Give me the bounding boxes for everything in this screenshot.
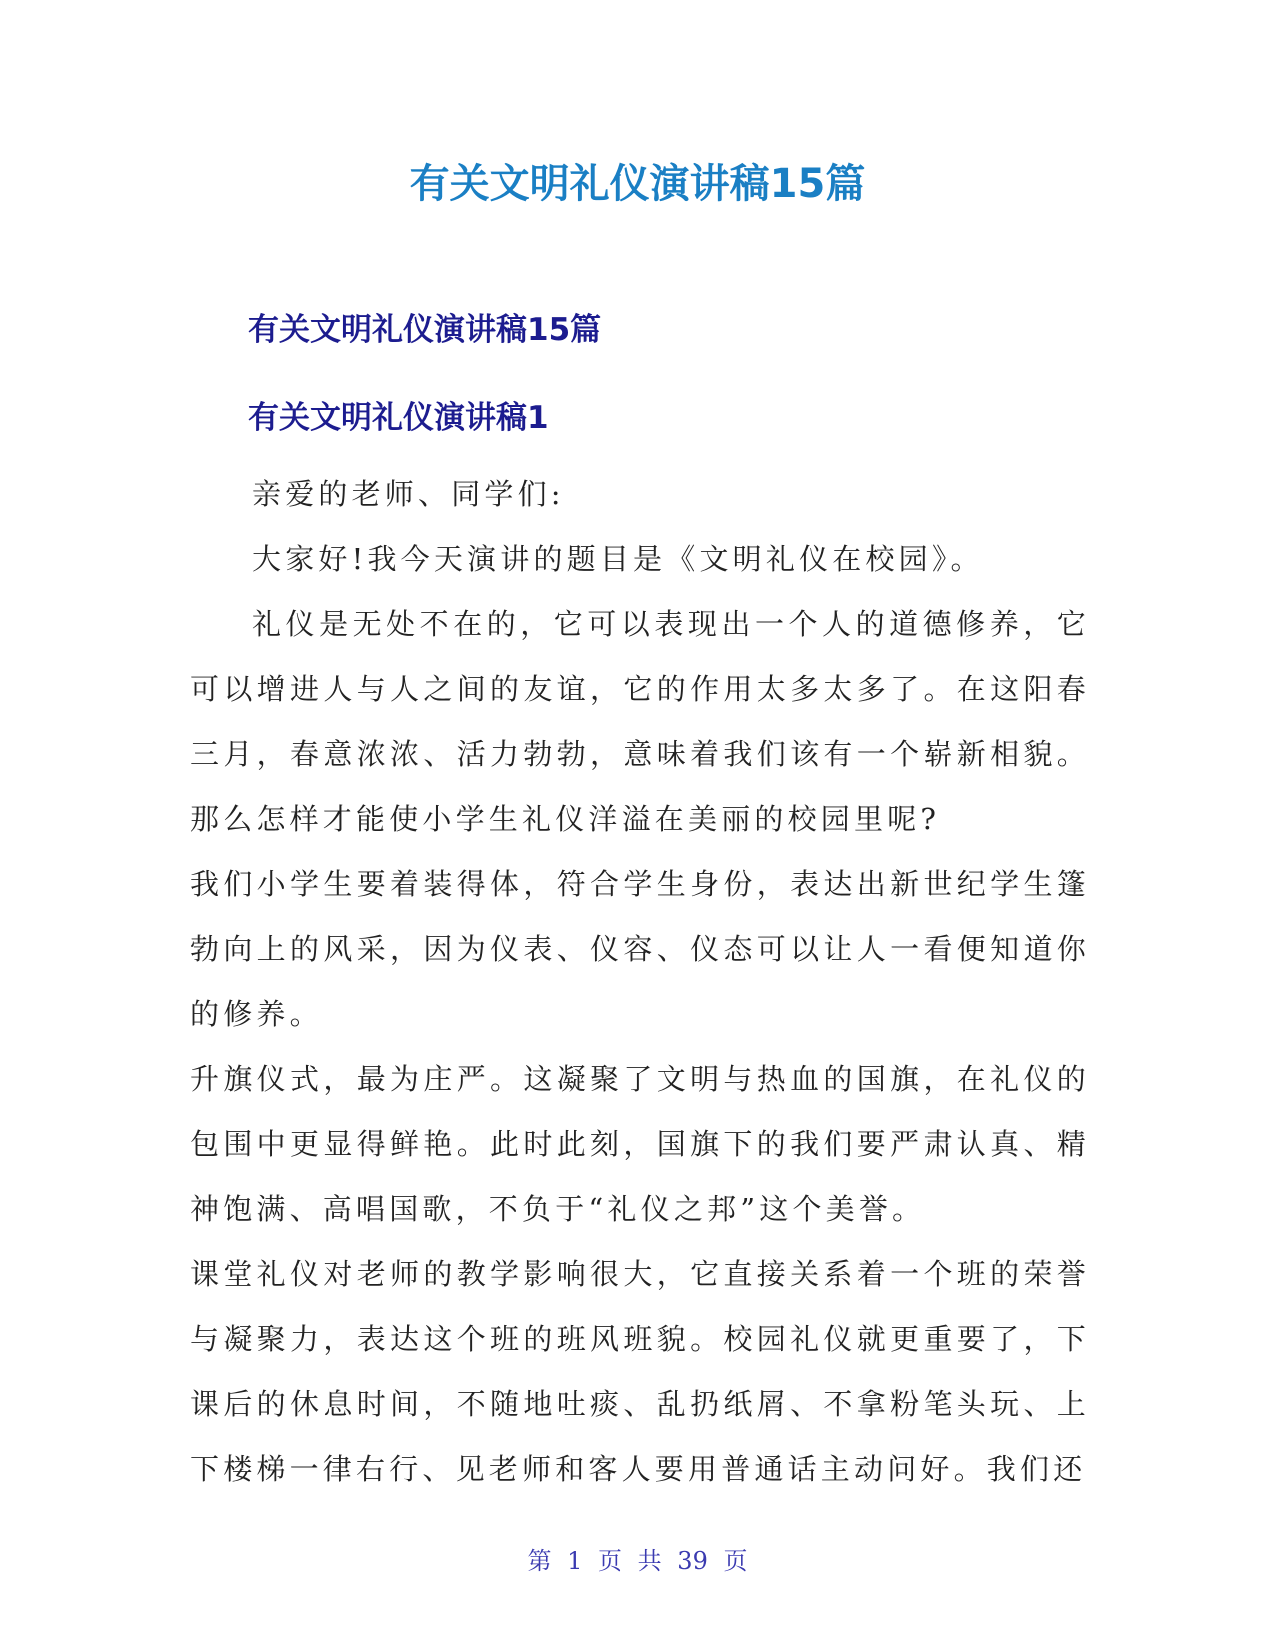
section-heading: 有关文明礼仪演讲稿1 (248, 400, 549, 436)
paragraph-classroom: 课堂礼仪对老师的教学影响很大，它直接关系着一个班的荣誉与凝聚力，表达这个班的班风班貌。校园礼仪就更重要了，下课后的休息时间，不随地吐痰、乱扔纸屑、不拿粉笔头玩、上下楼梯一律右行、见老师和客人要用普通话主动问好。我们还 (190, 1257, 1090, 1486)
paragraph-greeting: 亲爱的老师、同学们: (252, 477, 565, 511)
document-body (190, 462, 1090, 1502)
subtitle-heading: 有关文明礼仪演讲稿15篇 (248, 312, 602, 348)
paragraph-etiquette: 礼仪是无处不在的，它可以表现出一个人的道德修养，它可以增进人与人之间的友谊，它的作用太多太多了。在这阳春三月，春意浓浓、活力勃勃，意味着我们该有一个崭新相貌。那么怎样才能使小学生礼仪洋溢在美丽的校园里呢? (190, 607, 1090, 836)
paragraph-flag-ceremony: 升旗仪式，最为庄严。这凝聚了文明与热血的国旗，在礼仪的包围中更显得鲜艳。此时此刻，国旗下的我们要严肃认真、精神饱满、高唱国歌，不负于“礼仪之邦”这个美誉。 (190, 1062, 1090, 1226)
paragraph-attire: 我们小学生要着装得体，符合学生身份，表达出新世纪学生篷勃向上的风采，因为仪表、仪容、仪态可以让人一看便知道你的修养。 (190, 867, 1090, 1031)
paragraph-intro: 大家好!我今天演讲的题目是《文明礼仪在校园》。 (252, 542, 984, 576)
page-number-footer: 第 1 页 共 39 页 (527, 1547, 748, 1575)
document-title: 有关文明礼仪演讲稿15篇 (409, 161, 866, 207)
